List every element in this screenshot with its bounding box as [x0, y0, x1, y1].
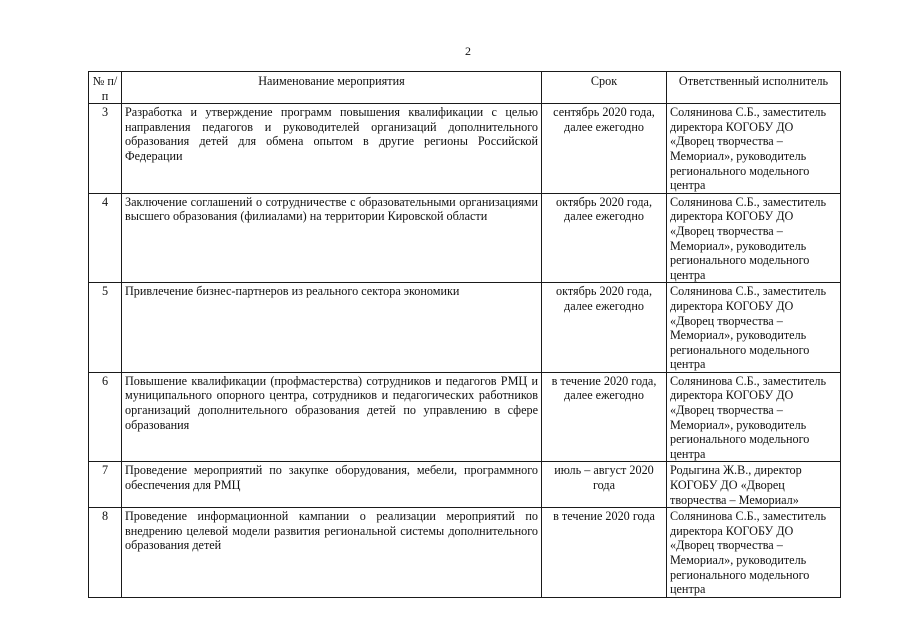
row-term: октябрь 2020 года, далее ежегодно — [542, 283, 667, 373]
row-term: в течение 2020 года, далее ежегодно — [542, 372, 667, 462]
events-table — [88, 71, 841, 598]
header-term: Срок — [542, 72, 667, 104]
row-term: июль – август 2020 года — [542, 462, 667, 508]
header-name: Наименование мероприятия — [122, 72, 542, 104]
row-number: 3 — [89, 104, 122, 194]
table-row — [89, 508, 841, 598]
row-event-name: Заключение соглашений о сотрудничестве с образовательными организациями высшего образования (филиалами) на территории Кировской области — [122, 193, 542, 283]
row-term: сентябрь 2020 года, далее ежегодно — [542, 104, 667, 194]
page-number: 2 — [465, 44, 471, 58]
row-responsible: Солянинова С.Б., заместитель директора КОГОБУ ДО «Дворец творчества – Мемориал», руководитель регионального модельного центра — [667, 508, 841, 598]
row-responsible: Родыгина Ж.В., директор КОГОБУ ДО «Дворец творчества – Мемориал» — [667, 462, 841, 508]
row-responsible: Солянинова С.Б., заместитель директора КОГОБУ ДО «Дворец творчества – Мемориал», руководитель регионального модельного центра — [667, 104, 841, 194]
row-number: 6 — [89, 372, 122, 462]
row-number: 8 — [89, 508, 122, 598]
row-event-name: Проведение мероприятий по закупке оборудования, мебели, программного обеспечения для РМЦ — [122, 462, 542, 508]
table-row — [89, 193, 841, 283]
row-number: 4 — [89, 193, 122, 283]
table-row — [89, 462, 841, 508]
row-responsible: Солянинова С.Б., заместитель директора КОГОБУ ДО «Дворец творчества – Мемориал», руководитель регионального модельного центра — [667, 193, 841, 283]
row-term: в течение 2020 года — [542, 508, 667, 598]
table-header-row — [89, 72, 841, 104]
table-row — [89, 372, 841, 462]
header-responsible: Ответственный исполнитель — [667, 72, 841, 104]
row-number: 5 — [89, 283, 122, 373]
row-responsible: Солянинова С.Б., заместитель директора КОГОБУ ДО «Дворец творчества – Мемориал», руководитель регионального модельного центра — [667, 372, 841, 462]
row-event-name: Повышение квалификации (профмастерства) сотрудников и педагогов РМЦ и муниципального опорного центра, сотрудников и педагогических работников организаций дополнительного образования детей по управлению в сфере образования — [122, 372, 542, 462]
row-number: 7 — [89, 462, 122, 508]
header-num: № п/п — [89, 72, 122, 104]
row-event-name: Разработка и утверждение программ повышения квалификации с целью направления педагогов и руководителей организаций дополнительного образования детей для обмена опытом в другие регионы Российской Федерации — [122, 104, 542, 194]
table-row — [89, 104, 841, 194]
table-row — [89, 283, 841, 373]
row-event-name: Привлечение бизнес-партнеров из реального сектора экономики — [122, 283, 542, 373]
row-responsible: Солянинова С.Б., заместитель директора КОГОБУ ДО «Дворец творчества – Мемориал», руководитель регионального модельного центра — [667, 283, 841, 373]
row-term: октябрь 2020 года, далее ежегодно — [542, 193, 667, 283]
row-event-name: Проведение информационной кампании о реализации мероприятий по внедрению целевой модели развития региональной системы дополнительного образования детей — [122, 508, 542, 598]
